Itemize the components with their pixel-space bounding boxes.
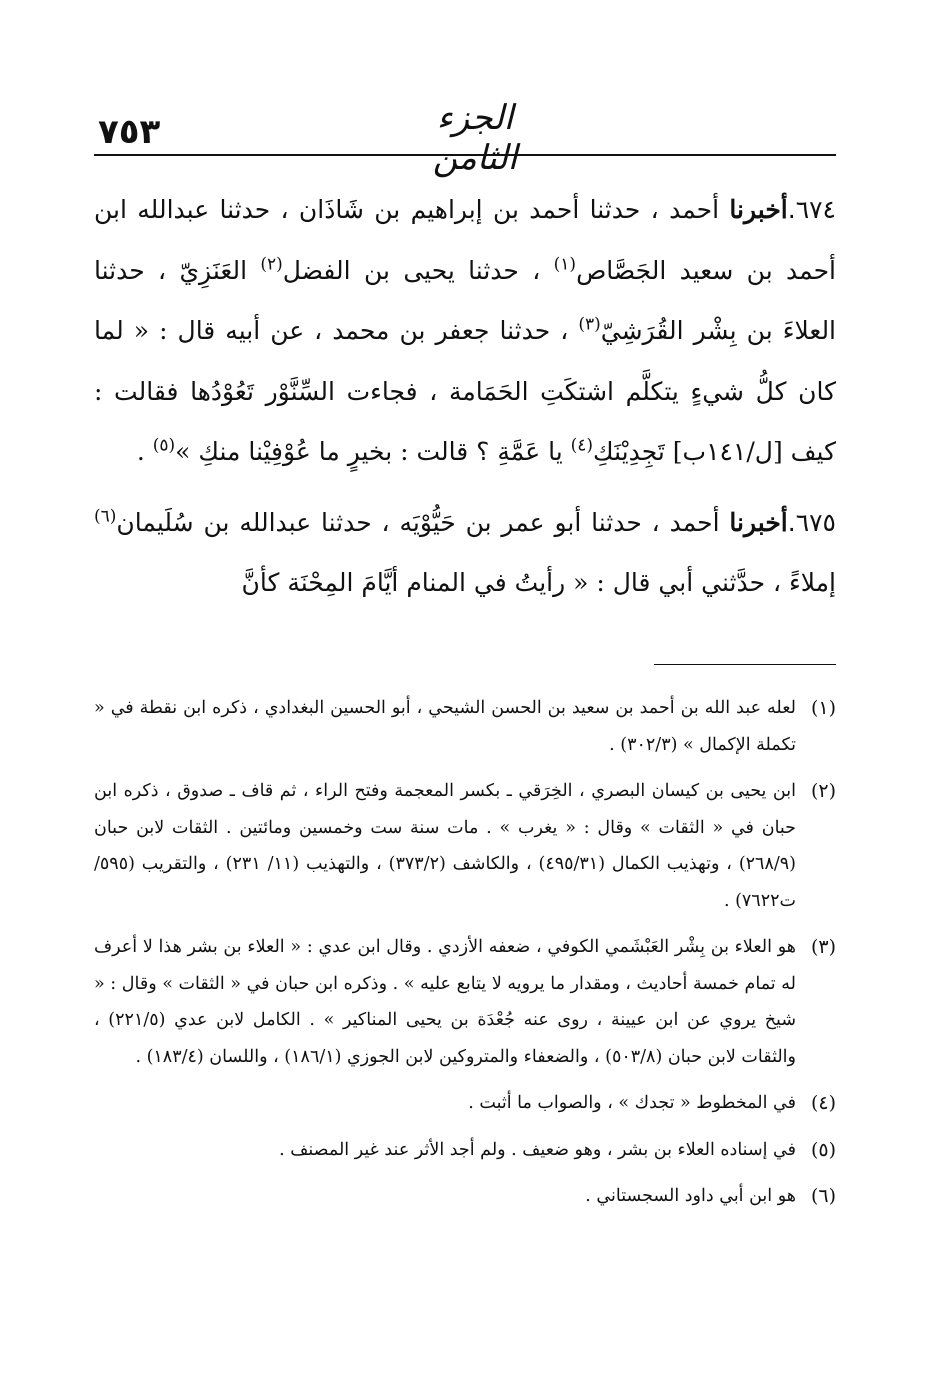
narration-number: ٦٧٥.: [787, 507, 836, 537]
footnote-text: في إسناده العلاء بن بشر ، وهو ضعيف . ولم أجد الأثر عند غير المصنف .: [279, 1139, 796, 1160]
footnote-1: [94, 690, 836, 763]
footnote-3: [94, 929, 836, 1075]
page-header: [0, 0, 948, 178]
narration-keyword: أخبرنا: [729, 507, 788, 537]
narration-text: أحمد ، حدثنا أحمد بن إبراهيم بن شَاذَان ، حدثنا عبدالله ابن أحمد بن سعيد الجَصَّاص: [94, 195, 836, 285]
footnote-reference: (٦): [94, 506, 117, 527]
footnote-6: [94, 1178, 836, 1215]
footnote-marker: (٥): [810, 1138, 836, 1161]
footnote-marker: (٣): [810, 936, 836, 958]
narration-text: ، حدثنا جعفر بن محمد ، عن أبيه قال : « لما كان كلُّ شيءٍ يتكلَّم اشتكَتِ الحَمَامة ، فجاءت السِّنَّوْر تَعُوْدُها فقالت : كيف [ل/١٤١ب] تَجِدِيْنَكِ: [94, 316, 836, 466]
footnote-reference: (٢): [260, 254, 283, 275]
narration-2: [94, 493, 836, 614]
narration-text: العَنَزِيّ ، حدثنا العلاءَ بن بِشْر القُرَشِيّ: [94, 255, 837, 345]
narration-keyword: أخبرنا: [729, 195, 788, 224]
footnote-reference: (٥): [152, 435, 176, 456]
footnote-reference: (٣): [578, 314, 601, 335]
narration-text: ، حدثنا يحيى بن الفضل: [282, 255, 554, 285]
narration-text: إملاءً ، حدَّثني أبي قال : « رأيتُ في المنام أيَّامَ المِحْنَة كأنَّ: [241, 568, 836, 597]
footnote-text: هو العلاء بن بِشْر العَبْشَمي الكوفي ، ضعفه الأزدي . وقال ابن عدي : « العلاء بن بشر هذا لا أعرف له تمام خمسة أحاديث ، ومقدار ما يرويه لا يتابع عليه » . وذكره ابن حبان في « الثقات » وقال : « شيخ يروي عن ابن عيينة ، روى عنه جُعْدَة بن يحيى المناكير » . الكامل لابن عدي (٢٢١/٥) ، والثقات لابن حبان (٥٠٣/٨) ، والضعفاء والمتروكين لابن الجوزي (١٨٦/١) ، واللسان (١٨٣/٤) .: [94, 937, 796, 1067]
page-number: ٧٥٣: [98, 112, 161, 152]
narration-1: [94, 180, 836, 483]
main-text: [94, 180, 836, 614]
footnote-text: ابن يحيى بن كيسان البصري ، الخِرَقي ـ بكسر المعجمة وفتح الراء ، ثم قاف ـ صدوق ، ذكره ابن حبان في « الثقات » وقال : « يغرب » . مات سنة ست وخمسين ومائتين . الثقات لابن حبان (٢٦٨/٩) ، وتهذيب الكمال (٤٩٥/٣١) ، والكاشف (٣٧٣/٢) ، والتهذيب (١١/ ٢٣١) ، والتقريب (٥٩٥/ت٧٦٢٢) .: [94, 781, 796, 911]
footnote-separator: [654, 664, 836, 665]
footnote-5: [94, 1132, 836, 1169]
footnote-text: في المخطوط « تجدك » ، والصواب ما أثبت .: [468, 1093, 796, 1113]
footnote-2: [94, 773, 836, 919]
header-rule: [94, 154, 836, 156]
footnote-text: لعله عبد الله بن أحمد بن سعيد بن الحسن الشيحي ، أبو الحسين البغدادي ، ذكره ابن نقطة في « تكملة الإكمال » (٣٠٢/٣) .: [94, 698, 796, 755]
footnote-marker: (٢): [810, 780, 836, 802]
footnotes: [94, 690, 836, 1225]
narration-text: .: [136, 437, 153, 466]
footnote-marker: (٦): [810, 1185, 836, 1207]
footnote-marker: (١): [810, 697, 836, 719]
running-head: الجزء الثامن: [432, 98, 518, 178]
footnote-reference: (٤): [570, 435, 594, 456]
footnote-marker: (٤): [810, 1092, 836, 1114]
narration-text: يا عَمَّةِ ؟ قالت : بخيرٍ ما عُوْفِيْنا منكِ »: [175, 437, 571, 466]
footnote-text: هو ابن أبي داود السجستاني .: [585, 1186, 796, 1206]
narration-number: ٦٧٤.: [787, 195, 836, 224]
footnote-reference: (١): [553, 254, 577, 275]
footnote-4: [94, 1085, 836, 1122]
narration-text: أحمد ، حدثنا أبو عمر بن حَيُّوْيَه ، حدثنا عبدالله بن سُلَيمان: [116, 507, 730, 537]
